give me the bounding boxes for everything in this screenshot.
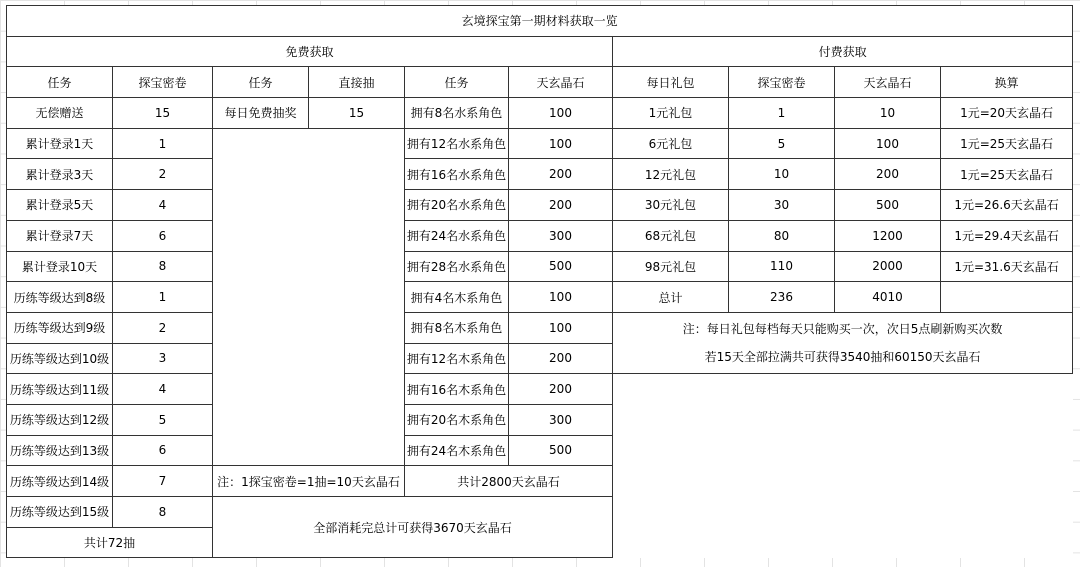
key-count: 15 — [113, 98, 213, 129]
task-label: 历练等级达到15级 — [7, 497, 113, 528]
header-direct-draw: 直接抽 — [309, 67, 405, 98]
task-label: 拥有12名水系角色 — [405, 128, 509, 159]
paid-total-convert — [941, 282, 1073, 313]
key-count: 6 — [113, 435, 213, 466]
pack-label: 68元礼包 — [613, 220, 729, 251]
key-count: 2 — [113, 159, 213, 190]
crystal-count: 200 — [509, 374, 613, 405]
crystal-count: 100 — [509, 98, 613, 129]
crystal-count: 100 — [509, 282, 613, 313]
task-label: 拥有24名木系角色 — [405, 435, 509, 466]
table-row — [7, 435, 1073, 466]
paid-total-crystal: 4010 — [835, 282, 941, 313]
table-row — [7, 128, 1073, 159]
task-label: 历练等级达到8级 — [7, 282, 113, 313]
key-count: 4 — [113, 190, 213, 221]
task-label: 拥有20名木系角色 — [405, 404, 509, 435]
header-task: 任务 — [213, 67, 309, 98]
paid-total-key: 236 — [729, 282, 835, 313]
blank-cell — [613, 404, 1073, 435]
task-label: 拥有12名木系角色 — [405, 343, 509, 374]
blank-cell — [613, 435, 1073, 466]
pack-label: 1元礼包 — [613, 98, 729, 129]
task-label: 历练等级达到9级 — [7, 312, 113, 343]
pack-label: 30元礼包 — [613, 190, 729, 221]
crystal-count: 500 — [509, 251, 613, 282]
key-count: 5 — [113, 404, 213, 435]
material-table — [6, 5, 1073, 558]
table-row — [7, 497, 1073, 528]
conversion-rate: 1元=29.4天玄晶石 — [941, 220, 1073, 251]
key-count: 8 — [113, 251, 213, 282]
task-label: 拥有8名木系角色 — [405, 312, 509, 343]
task-label: 拥有24名水系角色 — [405, 220, 509, 251]
task-label: 拥有16名水系角色 — [405, 159, 509, 190]
note-line: 注：每日礼包每档每天只能购买一次，次日5点刷新购买次数 — [682, 322, 1003, 337]
task-label: 累计登录5天 — [7, 190, 113, 221]
task-label: 历练等级达到12级 — [7, 404, 113, 435]
free-draw-total: 共计72抽 — [7, 527, 213, 558]
crystal-count: 200 — [509, 159, 613, 190]
table-row — [7, 466, 1073, 497]
key-count: 5 — [729, 128, 835, 159]
conversion-rate: 1元=31.6天玄晶石 — [941, 251, 1073, 282]
crystal-count: 200 — [509, 343, 613, 374]
key-count: 4 — [113, 374, 213, 405]
table-row — [7, 159, 1073, 190]
task-label: 拥有16名木系角色 — [405, 374, 509, 405]
header-task: 任务 — [7, 67, 113, 98]
task-label: 拥有20名水系角色 — [405, 190, 509, 221]
paid-total-label: 总计 — [613, 282, 729, 313]
header-key: 探宝密卷 — [729, 67, 835, 98]
table-row — [7, 251, 1073, 282]
table-row — [7, 312, 1073, 343]
crystal-count: 100 — [509, 128, 613, 159]
crystal-count: 200 — [509, 190, 613, 221]
key-count: 8 — [113, 497, 213, 528]
crystal-count: 500 — [835, 190, 941, 221]
key-count: 1 — [113, 128, 213, 159]
crystal-count: 1200 — [835, 220, 941, 251]
task-label: 每日免费抽奖 — [213, 98, 309, 129]
pack-label: 6元礼包 — [613, 128, 729, 159]
header-convert: 换算 — [941, 67, 1073, 98]
crystal-count: 300 — [509, 220, 613, 251]
header-key: 探宝密卷 — [113, 67, 213, 98]
header-crystal: 天玄晶石 — [835, 67, 941, 98]
key-count: 7 — [113, 466, 213, 497]
task-label: 拥有28名水系角色 — [405, 251, 509, 282]
free-grand-total: 全部消耗完总计可获得3670天玄晶石 — [213, 497, 613, 558]
section-paid: 付费获取 — [613, 36, 1073, 67]
empty-cell — [213, 128, 405, 466]
key-count: 80 — [729, 220, 835, 251]
conversion-rate: 1元=26.6天玄晶石 — [941, 190, 1073, 221]
crystal-count: 200 — [835, 159, 941, 190]
key-count: 10 — [729, 159, 835, 190]
task-label: 累计登录3天 — [7, 159, 113, 190]
task-label: 历练等级达到14级 — [7, 466, 113, 497]
pack-label: 12元礼包 — [613, 159, 729, 190]
header-crystal: 天玄晶石 — [509, 67, 613, 98]
table-row — [7, 98, 1073, 129]
key-count: 110 — [729, 251, 835, 282]
key-count: 30 — [729, 190, 835, 221]
blank-cell — [613, 527, 1073, 558]
task-label: 历练等级达到10级 — [7, 343, 113, 374]
crystal-count: 100 — [835, 128, 941, 159]
section-free: 免费获取 — [7, 36, 613, 67]
conversion-note: 注：1探宝密卷=1抽=10天玄晶石 — [213, 466, 405, 497]
blank-cell — [613, 466, 1073, 497]
crystal-count: 500 — [509, 435, 613, 466]
task-label: 累计登录7天 — [7, 220, 113, 251]
table-row — [7, 220, 1073, 251]
key-count: 6 — [113, 220, 213, 251]
task-label: 历练等级达到11级 — [7, 374, 113, 405]
key-count: 2 — [113, 312, 213, 343]
header-daily-pack: 每日礼包 — [613, 67, 729, 98]
crystal-count: 10 — [835, 98, 941, 129]
note-line: 若15天全部拉满共可获得3540抽和60150天玄晶石 — [704, 350, 981, 365]
paid-notes — [613, 312, 1073, 373]
task-label: 拥有4名木系角色 — [405, 282, 509, 313]
table-row — [7, 190, 1073, 221]
task-label: 历练等级达到13级 — [7, 435, 113, 466]
table-row — [7, 404, 1073, 435]
task-label: 无偿赠送 — [7, 98, 113, 129]
blank-cell — [613, 497, 1073, 528]
crystal-count: 100 — [509, 312, 613, 343]
task-label: 拥有8名水系角色 — [405, 98, 509, 129]
key-count: 1 — [729, 98, 835, 129]
pack-label: 98元礼包 — [613, 251, 729, 282]
conversion-rate: 1元=25天玄晶石 — [941, 128, 1073, 159]
draw-count: 15 — [309, 98, 405, 129]
task-label: 累计登录1天 — [7, 128, 113, 159]
header-task: 任务 — [405, 67, 509, 98]
task-label: 累计登录10天 — [7, 251, 113, 282]
key-count: 1 — [113, 282, 213, 313]
crystal-count: 2000 — [835, 251, 941, 282]
table-title: 玄境探宝第一期材料获取一览 — [7, 6, 1073, 37]
blank-cell — [613, 374, 1073, 405]
table-row — [7, 282, 1073, 313]
crystal-count: 300 — [509, 404, 613, 435]
conversion-rate: 1元=25天玄晶石 — [941, 159, 1073, 190]
table-row — [7, 374, 1073, 405]
crystal-total: 共计2800天玄晶石 — [405, 466, 613, 497]
conversion-rate: 1元=20天玄晶石 — [941, 98, 1073, 129]
key-count: 3 — [113, 343, 213, 374]
